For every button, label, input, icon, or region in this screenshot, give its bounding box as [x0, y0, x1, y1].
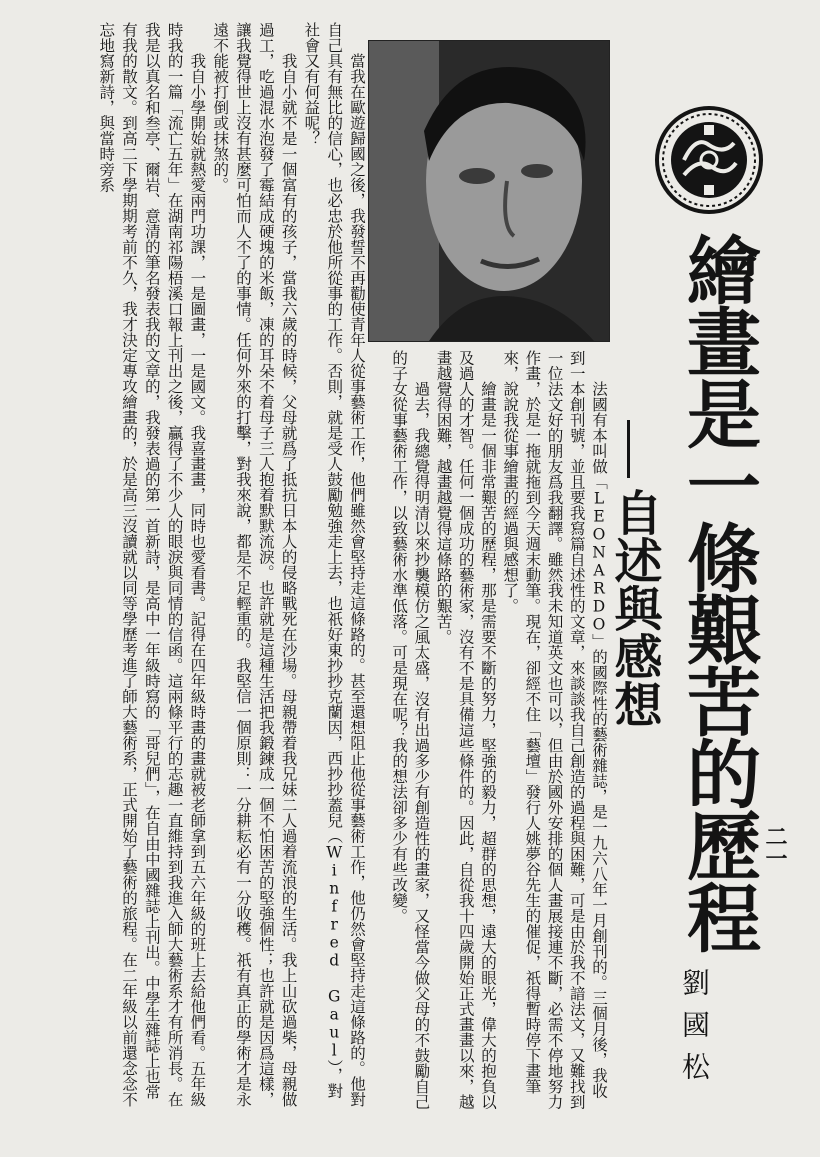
body-text-left	[50, 22, 368, 1112]
body-paragraph: 法國有本叫做「LEONARDO」的國際性的藝術雜誌，是一九六八年一月創刊的。三個月後，我收到一本創刊號，並且要我寫篇自述性的文章，來談談我自己創造的過程與困難，可是由於我不諳法文，又難找到一位法文好的朋友爲我翻譯。雖然我未知道英文也可以，但由於國外安排的個人畫展接連不斷，必需不停地努力作畫，於是一拖就拖到今天週末動筆。現在，卻經不住「藝壇」發行人姚夢谷先生的催促，祇得暫時停下畫筆來，說說我從事繪畫的經過與感想了。	[501, 350, 608, 1110]
portrait-photo	[368, 40, 610, 342]
body-text-right	[390, 350, 610, 1110]
article-title: 繪畫是一條艱苦的歷程	[675, 232, 761, 952]
body-paragraph: 繪畫是一個非常艱苦的歷程，那是需要不斷的努力，堅強的毅力，超群的思想，遠大的眼光，偉大的抱負以及過人的才智。任何一個成功的藝術家，沒有不是具備這些條件的。因此，自從我十四歲開始正式畫畫以來，越畫越覺得困難，越畫越覺得這條路的艱苦。	[434, 350, 497, 1110]
body-paragraph: 我自小學開始就熱愛兩門功課，一是圖畫，一是國文。我喜畫畫，同時也愛看書。記得在四年級時畫的畫就被老師拿到五六年級的班上去給他們看。五年級時我的一篇「流亡五年」在湖南祁陽梧溪口報上刊出之後，贏得了不少人的眼淚與同情的信函。這兩條平行的志趣一直維持到我進入師大藝術系才有所消長。在我是以真名和叁亭、爾岩、意清的筆名發表我的文章的，我發表過的第一首新詩，是高中一年級時寫的「哥兒們」，在自由中國雜誌上刊出。中學生雜誌上也常有我的散文。到高二下學期期考前不久，我才決定專攻繪畫的，於是高三沒讀就以同等學歷考進了師大藝術系，正式開始了藝術的旅程。在二年級以前還念念不忘地寫新詩，與當時旁系	[97, 22, 207, 1107]
seal-logo-icon	[654, 105, 764, 215]
body-paragraph: 過去，我總覺得明清以來抄襲模仿之風太盛，沒有出過多少有創造性的畫家，又怪當今做父母的不鼓勵自己的子女從事藝術工作，以致藝術水準低落。可是現在呢？我的想法卻多少有些改變。	[390, 350, 431, 1110]
body-paragraph: 我自小就不是一個富有的孩子，當我六歲的時候，父母就爲了抵抗日本人的侵略戰死在沙場。母親帶着我兄妹二人過着流浪的生活。我上山砍過柴，母親做過工，吃過混水泡發了霉結成硬塊的米飯，凍的耳朵不着母子三人抱着默默流淚。也許就是這種生活把我鍛鍊成一個不怕困苦的堅強個性；也許就是因爲這樣，讓我覺得世上沒有甚麼可怕而人不了的事情。任何外來的打擊，對我來說，都是不足輕重的。我堅信一個原則：一分耕耘必有一分收穫。祇有真正的學術才是永遠不能被打倒或抹煞的。	[211, 22, 298, 1107]
article-subtitle: 自述與感想	[606, 488, 662, 728]
body-paragraph: 當我在歐遊歸國之後，我發誓不再勸使青年人從事藝術工作，他們雖然會堅持走這條路的。甚至還想阻止他從事藝術工作，他仍然會堅持走這條路的。他對自己具有無比的信心，也必忠於他所從事的工作。否則，就是受人鼓勵勉強走上去，也祇好東抄抄克蘭因，西抄抄蓋兒（Winfred Gaul），對社會又有何益呢？	[302, 22, 366, 1107]
subtitle-dash	[627, 420, 630, 478]
page-number: 二一	[762, 825, 788, 869]
article-author: 劉國松	[678, 968, 711, 1094]
